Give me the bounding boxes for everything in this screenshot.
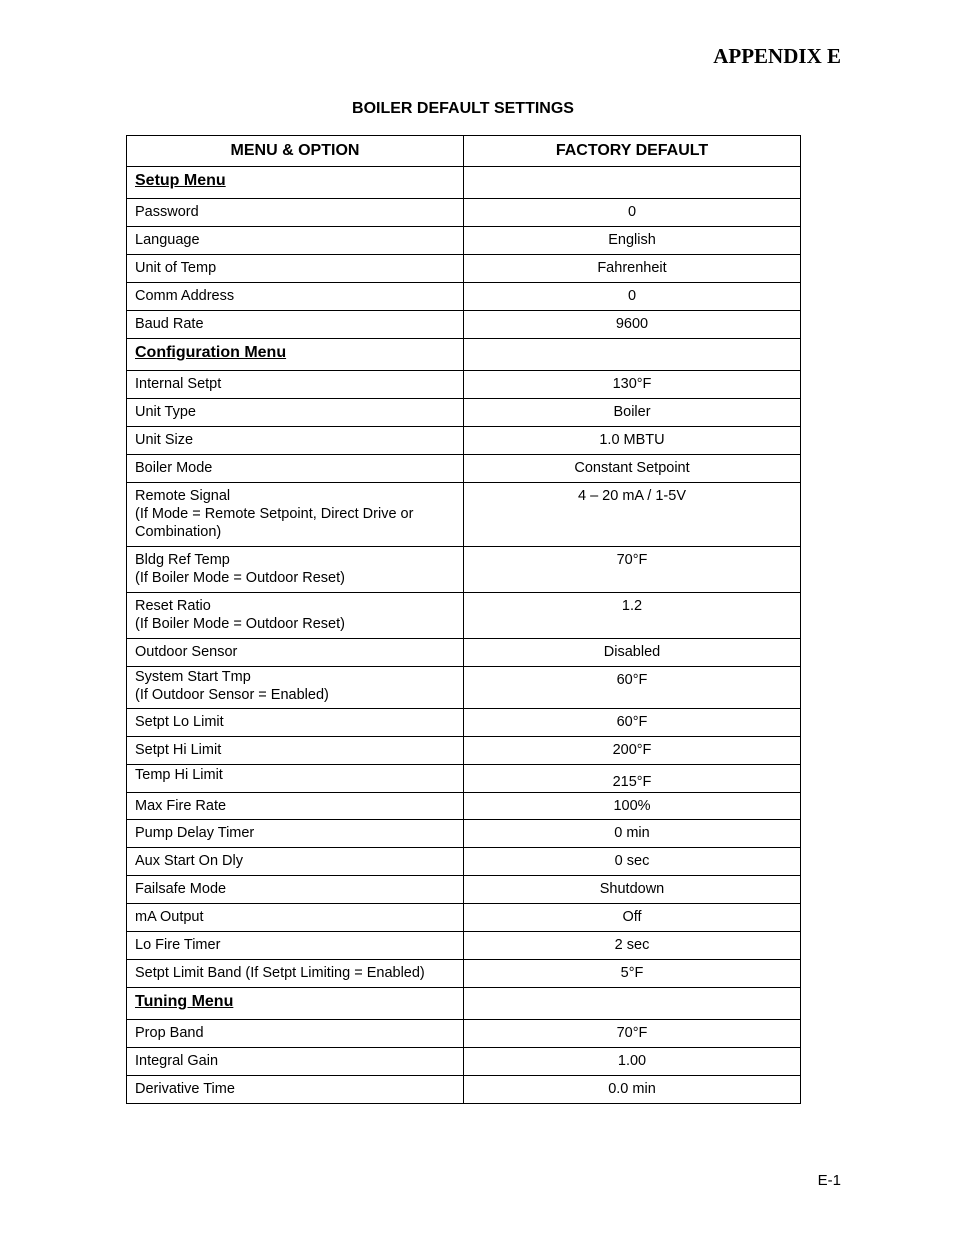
table-row bbox=[127, 455, 801, 483]
default-value: 0 sec bbox=[464, 848, 801, 876]
option-name: Baud Rate bbox=[127, 311, 464, 339]
option-name: Setpt Lo Limit bbox=[127, 709, 464, 737]
section-empty-cell bbox=[464, 339, 801, 371]
table-row bbox=[127, 709, 801, 737]
table-row bbox=[127, 427, 801, 455]
default-value: 1.00 bbox=[464, 1048, 801, 1076]
table-row bbox=[127, 1048, 801, 1076]
table-row bbox=[127, 737, 801, 765]
section-row-tuning-menu bbox=[127, 988, 801, 1020]
table-row bbox=[127, 793, 801, 820]
option-name: Setpt Limit Band (If Setpt Limiting = Enabled) bbox=[127, 960, 464, 988]
option-cell bbox=[127, 593, 464, 639]
default-value: 70°F bbox=[464, 547, 801, 593]
table-row bbox=[127, 639, 801, 667]
option-name: Language bbox=[127, 227, 464, 255]
table-row bbox=[127, 311, 801, 339]
default-value: Fahrenheit bbox=[464, 255, 801, 283]
option-name: Setpt Hi Limit bbox=[127, 737, 464, 765]
default-value: 9600 bbox=[464, 311, 801, 339]
table-row bbox=[127, 876, 801, 904]
table-row bbox=[127, 932, 801, 960]
option-name: System Start Tmp bbox=[135, 669, 251, 685]
option-condition: (If Boiler Mode = Outdoor Reset) bbox=[135, 616, 345, 632]
default-value: 215°F bbox=[464, 765, 801, 793]
default-value: 2 sec bbox=[464, 932, 801, 960]
appendix-heading: APPENDIX E bbox=[713, 44, 841, 68]
table-header-row bbox=[127, 136, 801, 167]
default-value: Boiler bbox=[464, 399, 801, 427]
table-row bbox=[127, 848, 801, 876]
default-value: 60°F bbox=[464, 709, 801, 737]
table-row bbox=[127, 765, 801, 793]
section-label: Tuning Menu bbox=[127, 988, 464, 1020]
option-name: Pump Delay Timer bbox=[127, 820, 464, 848]
section-empty-cell bbox=[464, 988, 801, 1020]
default-value: 5°F bbox=[464, 960, 801, 988]
default-value: 1.0 MBTU bbox=[464, 427, 801, 455]
table-row bbox=[127, 593, 801, 639]
option-cell bbox=[127, 547, 464, 593]
table-row bbox=[127, 1020, 801, 1048]
option-name: Reset Ratio bbox=[135, 598, 211, 614]
option-name: Boiler Mode bbox=[127, 455, 464, 483]
table-row bbox=[127, 667, 801, 709]
table-row bbox=[127, 199, 801, 227]
table-row bbox=[127, 255, 801, 283]
section-row-setup-menu bbox=[127, 167, 801, 199]
default-settings-table bbox=[126, 135, 801, 1104]
default-value: 200°F bbox=[464, 737, 801, 765]
option-name: Temp Hi Limit bbox=[127, 765, 464, 793]
section-empty-cell bbox=[464, 167, 801, 199]
option-name: Aux Start On Dly bbox=[127, 848, 464, 876]
page-number: E-1 bbox=[817, 1172, 841, 1189]
option-condition: (If Boiler Mode = Outdoor Reset) bbox=[135, 570, 345, 586]
default-value: Off bbox=[464, 904, 801, 932]
table-row bbox=[127, 1076, 801, 1104]
table-row bbox=[127, 371, 801, 399]
table-row bbox=[127, 547, 801, 593]
option-name: Bldg Ref Temp bbox=[135, 552, 230, 568]
option-name: Comm Address bbox=[127, 283, 464, 311]
default-value: 4 – 20 mA / 1-5V bbox=[464, 483, 801, 547]
table-row bbox=[127, 227, 801, 255]
default-value: 1.2 bbox=[464, 593, 801, 639]
default-value: English bbox=[464, 227, 801, 255]
default-value: 60°F bbox=[464, 667, 801, 709]
option-name: Password bbox=[127, 199, 464, 227]
default-value: 100% bbox=[464, 793, 801, 820]
default-value: Shutdown bbox=[464, 876, 801, 904]
option-name: Failsafe Mode bbox=[127, 876, 464, 904]
option-condition: (If Outdoor Sensor = Enabled) bbox=[135, 687, 329, 703]
default-value: Constant Setpoint bbox=[464, 455, 801, 483]
default-value: 0.0 min bbox=[464, 1076, 801, 1104]
option-name: Unit Type bbox=[127, 399, 464, 427]
default-value: 0 bbox=[464, 199, 801, 227]
option-name: Integral Gain bbox=[127, 1048, 464, 1076]
default-value: 0 min bbox=[464, 820, 801, 848]
table-row bbox=[127, 960, 801, 988]
option-name: Outdoor Sensor bbox=[127, 639, 464, 667]
option-cell bbox=[127, 483, 464, 547]
option-name: Lo Fire Timer bbox=[127, 932, 464, 960]
option-name: Unit of Temp bbox=[127, 255, 464, 283]
option-cell bbox=[127, 667, 464, 709]
option-name: Max Fire Rate bbox=[127, 793, 464, 820]
option-condition-continued: Combination) bbox=[135, 524, 222, 540]
option-name: Internal Setpt bbox=[127, 371, 464, 399]
option-name: Unit Size bbox=[127, 427, 464, 455]
section-label: Configuration Menu bbox=[127, 339, 464, 371]
table-row bbox=[127, 283, 801, 311]
option-name: mA Output bbox=[127, 904, 464, 932]
column-header-factory-default: FACTORY DEFAULT bbox=[464, 136, 801, 167]
default-value: 130°F bbox=[464, 371, 801, 399]
default-value: 0 bbox=[464, 283, 801, 311]
section-label: Setup Menu bbox=[127, 167, 464, 199]
page-title: BOILER DEFAULT SETTINGS bbox=[352, 100, 574, 117]
table-row bbox=[127, 399, 801, 427]
table-row bbox=[127, 820, 801, 848]
default-value: 70°F bbox=[464, 1020, 801, 1048]
default-value: Disabled bbox=[464, 639, 801, 667]
option-condition: (If Mode = Remote Setpoint, Direct Drive or bbox=[135, 506, 414, 522]
option-name: Prop Band bbox=[127, 1020, 464, 1048]
column-header-menu-option: MENU & OPTION bbox=[127, 136, 464, 167]
option-name: Remote Signal bbox=[135, 488, 231, 504]
table-row bbox=[127, 904, 801, 932]
section-row-configuration-menu bbox=[127, 339, 801, 371]
option-name: Derivative Time bbox=[127, 1076, 464, 1104]
table-row bbox=[127, 483, 801, 547]
